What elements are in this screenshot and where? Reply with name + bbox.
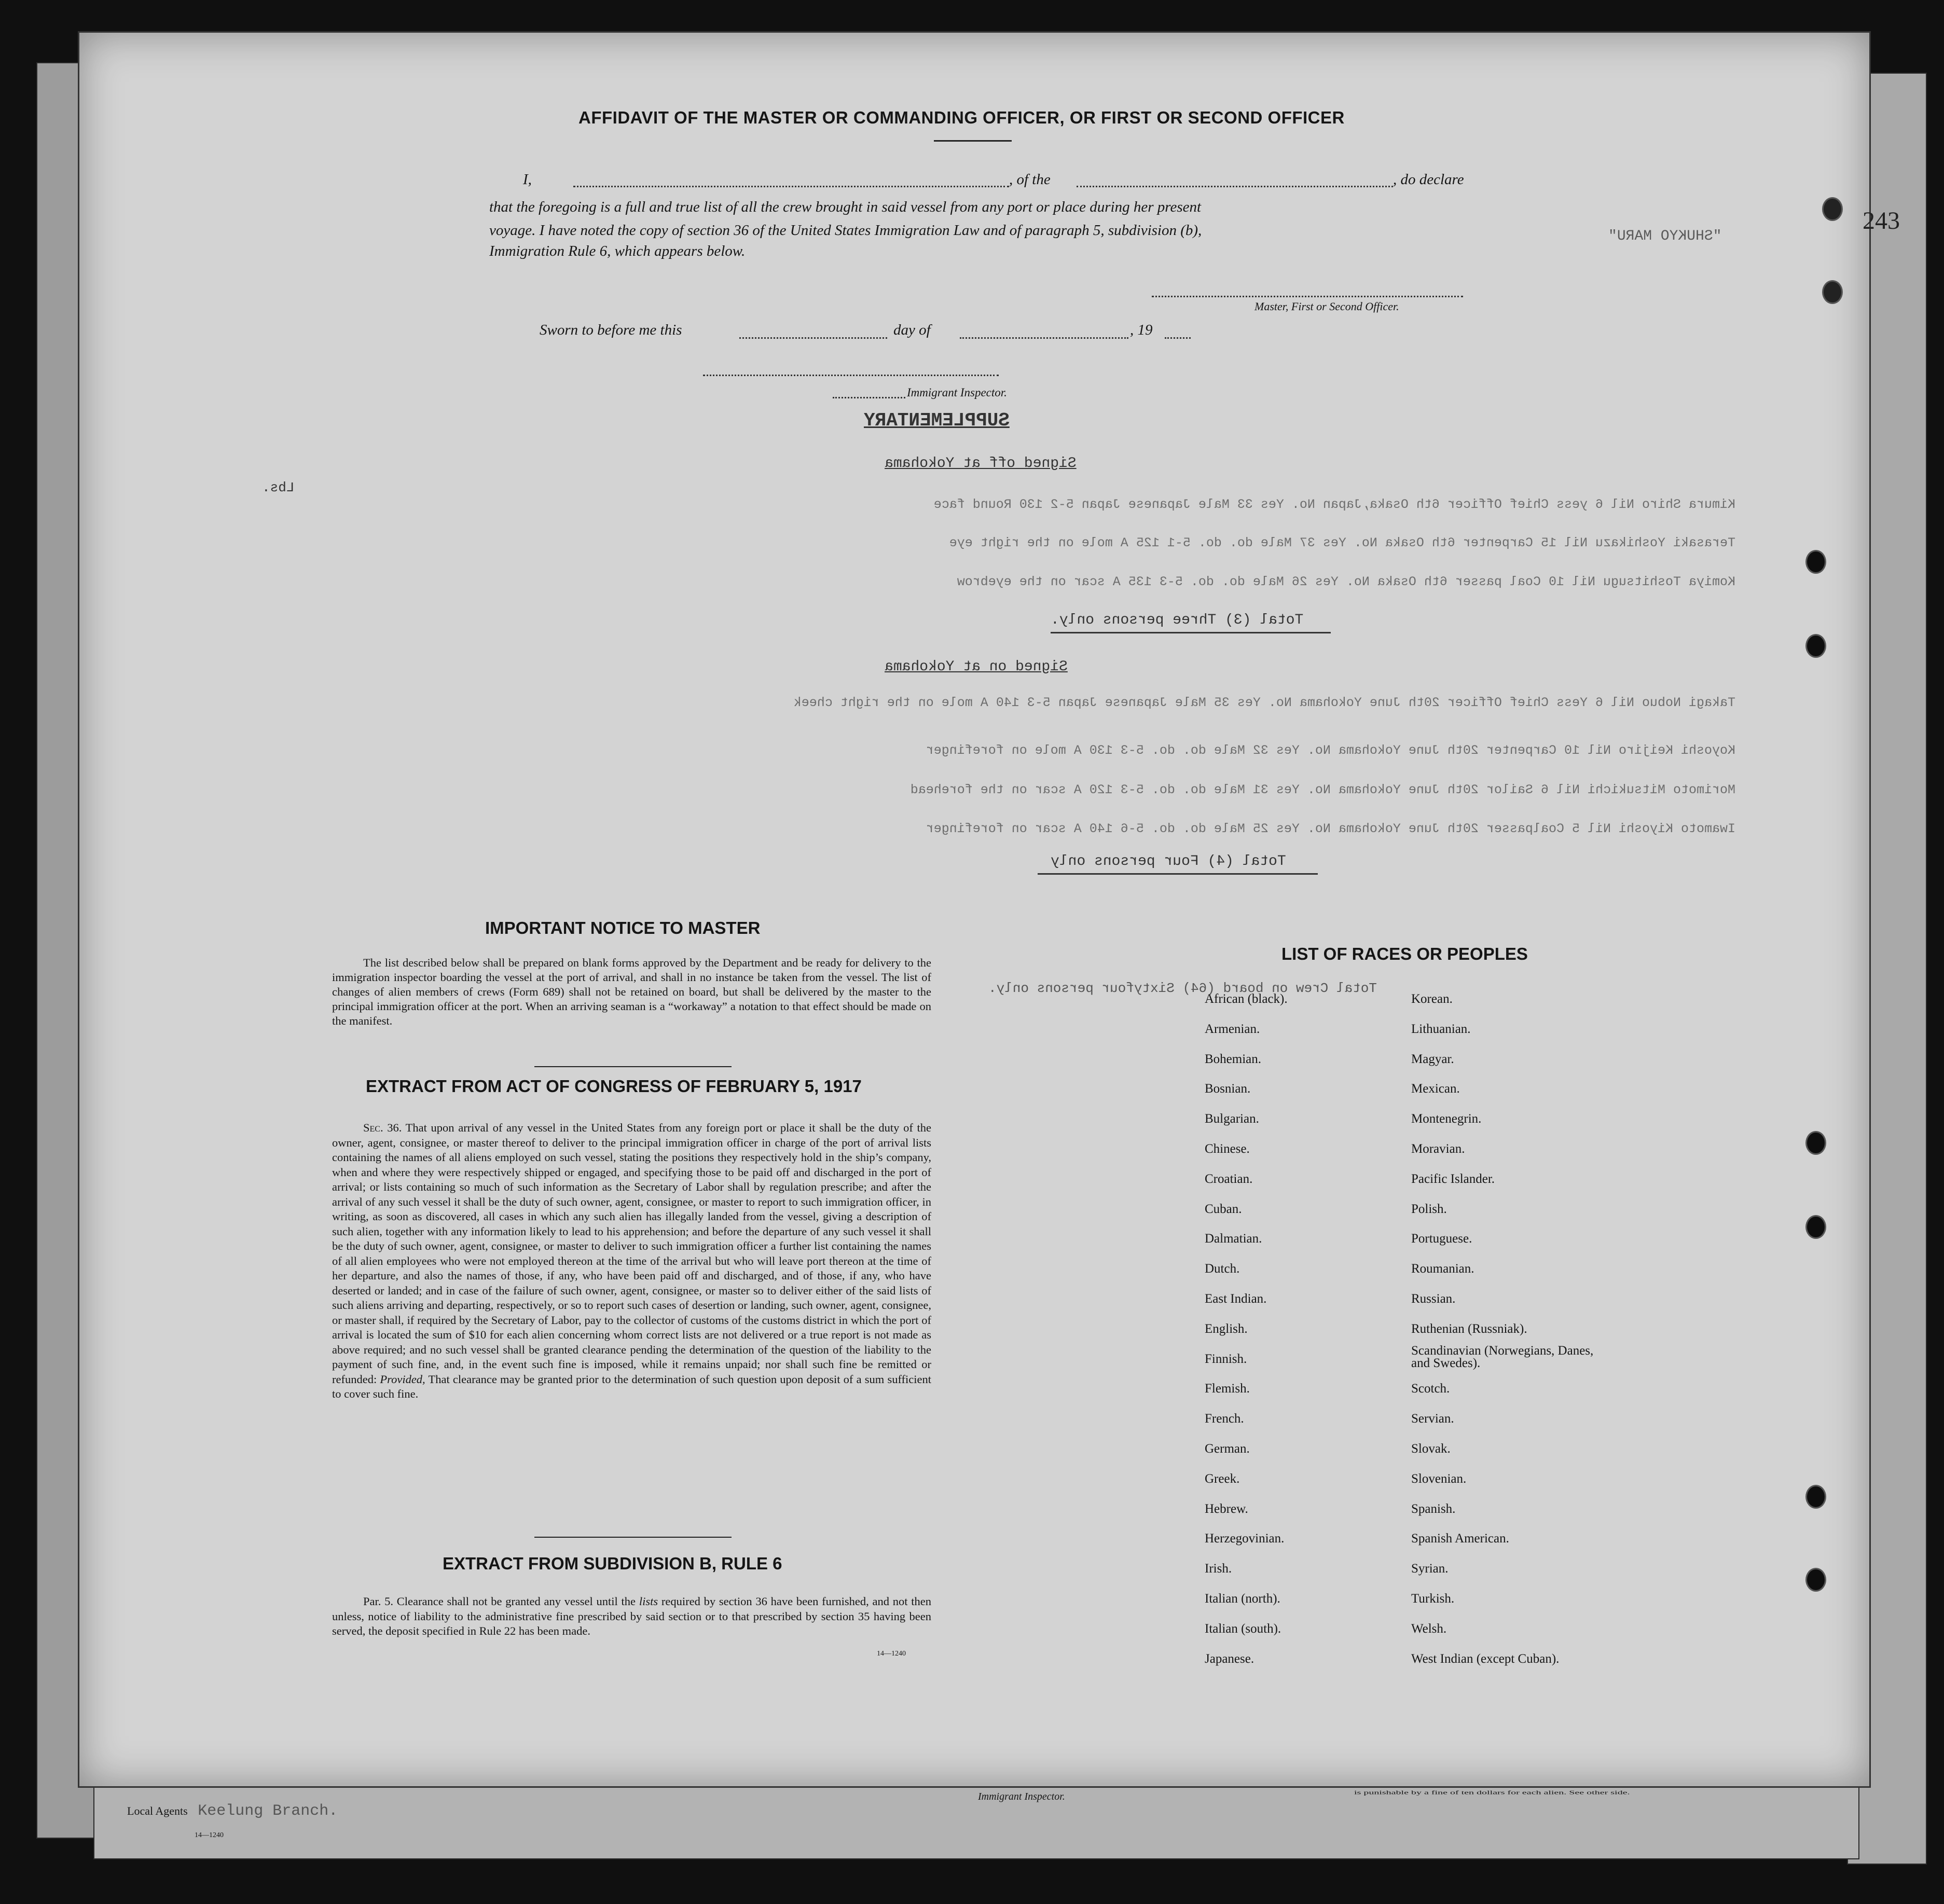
bleed-vessel-name: "SHUKYO MARU" bbox=[1608, 228, 1722, 244]
punch-hole bbox=[1805, 1485, 1826, 1509]
form-number: 14—1240 bbox=[877, 1650, 906, 1658]
race-item: Spanish. bbox=[1411, 1501, 1456, 1516]
race-item: Croatian. bbox=[1205, 1171, 1253, 1186]
race-item: Magyar. bbox=[1411, 1052, 1454, 1066]
race-item: Welsh. bbox=[1411, 1621, 1447, 1636]
declare-i: I, bbox=[523, 171, 532, 188]
provided-word: Provided, bbox=[380, 1372, 425, 1386]
bleed-supplementary: SUPPLEMENTARY bbox=[864, 410, 1010, 431]
rule6-text-a: Par. 5. Clearance shall not be granted any vessel until the bbox=[363, 1595, 636, 1608]
bleed-off-row: Terasaki Yoshikazu Nil 15 Carpenter 6th Osaka No. Yes 37 Male do. do. 5-1 125 A mole on the right eye bbox=[949, 535, 1735, 550]
inspector-signature-line[interactable] bbox=[703, 375, 999, 376]
race-item: Korean. bbox=[1411, 992, 1453, 1006]
punch-hole bbox=[1805, 1568, 1826, 1592]
bleed-off-row: Kimura Shiro Nil 6 yess Chief Officer 6th Osaka,Japan No. Yes 33 Male Japanese Japan 5-2 130 Round face bbox=[933, 497, 1735, 512]
race-item: Bosnian. bbox=[1205, 1082, 1251, 1096]
bottom-right-note: is punishable by a fine of ten dollars for each alien. See other side. bbox=[1354, 1789, 1630, 1796]
punch-hole bbox=[1822, 280, 1843, 304]
race-item: East Indian. bbox=[1205, 1292, 1267, 1306]
bottom-agents-value: Keelung Branch. bbox=[198, 1802, 338, 1820]
master-signature-label: Master, First or Second Officer. bbox=[1254, 300, 1399, 313]
bleed-on-row: Iwamoto Kiyoshi Nil 5 Coalpasser 20th June Yokohama No. Yes 25 Male do. do. 5-6 140 A scar on forefinger bbox=[926, 821, 1735, 836]
race-item: Scandinavian (Norwegians, Danes, and Swedes). bbox=[1411, 1343, 1594, 1370]
race-item: Montenegrin. bbox=[1411, 1112, 1482, 1126]
bottom-local-agents: Local Agents Keelung Branch. bbox=[127, 1802, 338, 1820]
race-item: Finnish. bbox=[1205, 1351, 1247, 1366]
race-item: West Indian (except Cuban). bbox=[1411, 1651, 1560, 1666]
race-item: Chinese. bbox=[1205, 1142, 1250, 1156]
punch-hole bbox=[1805, 1215, 1826, 1239]
race-item: Japanese. bbox=[1205, 1651, 1254, 1666]
race-item: Slovak. bbox=[1411, 1442, 1451, 1456]
punch-hole bbox=[1805, 1131, 1826, 1155]
bleed-on-row: Morimoto Mitsukichi Nil 6 Sailor 20th June Yokohama No. Yes 31 Male do. do. 5-3 120 A scar on the forehead bbox=[910, 782, 1735, 797]
extract-act-text bbox=[332, 1121, 931, 1402]
race-item: Russian. bbox=[1411, 1292, 1456, 1306]
punch-hole bbox=[1805, 634, 1826, 658]
race-item: Moravian. bbox=[1411, 1142, 1465, 1156]
race-item: Ruthenian (Russniak). bbox=[1411, 1321, 1527, 1336]
race-item: Irish. bbox=[1205, 1562, 1232, 1576]
race-item: Lithuanian. bbox=[1411, 1022, 1471, 1036]
extract-rule6-text bbox=[332, 1594, 931, 1639]
race-item: Servian. bbox=[1411, 1412, 1454, 1426]
declare-of-the: , of the bbox=[1009, 171, 1051, 188]
race-item: Syrian. bbox=[1411, 1562, 1449, 1576]
extract-rule6-title: EXTRACT FROM SUBDIVISION B, RULE 6 bbox=[443, 1554, 782, 1573]
name-field-line[interactable] bbox=[573, 186, 1009, 187]
bleed-on-total-rule bbox=[1038, 873, 1318, 875]
inspector-signature-line-2[interactable] bbox=[833, 397, 905, 398]
bleed-on-total: Total (4) Four persons only bbox=[1051, 853, 1286, 870]
bleed-on-row: Koyoshi Keijiro Nil 10 Carpenter 20th June Yokohama No. Yes 32 Male do. do. 5-3 130 A mole on forefinger bbox=[926, 743, 1735, 758]
race-item: Armenian. bbox=[1205, 1022, 1260, 1036]
race-item: English. bbox=[1205, 1321, 1248, 1336]
bleed-signed-off: Signed off at Yokohama bbox=[885, 456, 1077, 472]
race-item: Scotch. bbox=[1411, 1382, 1450, 1396]
sworn-month-field-line[interactable] bbox=[960, 337, 1128, 339]
affidavit-line-2: that the foregoing is a full and true list of all the crew brought in said vessel from any port or place during her present bbox=[489, 199, 1202, 215]
declare-do-declare: , do declare bbox=[1393, 171, 1464, 188]
bleed-off-row: Komiya Toshitsugu Nil 10 Coal passer 6th Osaka No. Yes 26 Male do. do. 5-3 135 A scar on the eyebrow bbox=[957, 574, 1735, 589]
notice-rule bbox=[534, 1066, 732, 1067]
race-item: German. bbox=[1205, 1442, 1250, 1456]
race-item: Polish. bbox=[1411, 1202, 1447, 1216]
title-rule bbox=[934, 140, 1012, 142]
rule6-text-b: required by section 36 have been furnished, and not then unless, notice of liability to the administrative fine prescribed by said section or to that prescribed by section 35 having been served, the deposit specified in Rule 22 has been made. bbox=[332, 1595, 932, 1637]
extract-act-title: EXTRACT FROM ACT OF CONGRESS OF FEBRUARY 5, 1917 bbox=[366, 1077, 862, 1096]
notice-text: The list described below shall be prepared on blank forms approved by the Department and be ready for delivery to the immigration inspector boarding the vessel at the port of arrival, and shall in no instance be taken from the vessel. The list of changes of alien members of crews (Form 689) shall not be retained on board, but shall be delivered by the master to the principal immigration officer at the port. When an arriving seaman is a “workaway” a notation to that effect should be made on the manifest. bbox=[332, 956, 931, 1027]
race-item: Bohemian. bbox=[1205, 1052, 1262, 1066]
race-item: Roumanian. bbox=[1411, 1262, 1474, 1276]
sworn-day-field-line[interactable] bbox=[739, 337, 887, 339]
race-item: Cuban. bbox=[1205, 1202, 1242, 1216]
punch-hole bbox=[1822, 197, 1843, 221]
race-item: Flemish. bbox=[1205, 1382, 1250, 1396]
races-title: LIST OF RACES OR PEOPLES bbox=[1281, 944, 1528, 963]
affidavit-title: AFFIDAVIT OF THE MASTER OR COMMANDING OFFICER, OR FIRST OR SECOND OFFICER bbox=[578, 108, 1345, 127]
sworn-year: , 19 bbox=[1130, 322, 1153, 338]
bottom-immigrant-inspector: Immigrant Inspector. bbox=[978, 1791, 1065, 1802]
race-item: Slovenian. bbox=[1411, 1471, 1467, 1486]
bleed-off-total: Total (3) Three persons only. bbox=[1051, 612, 1304, 628]
section-36-text: That upon arrival of any vessel in the United States from any foreign port or place it shall be the duty of the owner, agent, consignee, or master thereof to deliver to the principal immigration officer in charge of the port of arrival lists containing the names of all aliens employed on such vessel, stating the positions they respectively hold in the ship’s company, when and where they were respectively shipped or engaged, and specifying those to be paid off and discharged in the port of arrival; or lists containing so much of such information as the Secretary of Labor shall by regulation prescribe; and after the arrival of any such vessel it shall be the duty of such owner, agent, consignee, or master to report to such immigration officer, in writing, as soon as discovered, all cases in which any such alien has illegally landed from the vessel, giving a description of such alien, together with any information likely to lead to his apprehension; and before the departure of any such vessel it shall be the duty of such owner, agent, consignee, or master to deliver to such immigration officer a further list containing the names of all alien employees who were not employed thereon at the time of the arrival but who will leave port thereon at the time of her departure, and also the names of those, if any, who have been paid off and discharged, and of those, if any, who have deserted or landed; and in case of the failure of such owner, agent, consignee, or master so to deliver either of the said lists of such aliens arriving and departing, respectively, or so to report such cases of desertion or landing, such owner, agent, consignee, or master shall, if required by the Secretary of Labor, pay to the collector of customs of the customs district in which the port of arrival is located the sum of $10 for each alien concerning whom correct lists are not delivered or a true report is not made as above required; and no such vessel shall be granted clearance pending the determination of the question of the liability to the payment of such fine, and, in the event such fine is imposed, while it remains unpaid; nor shall such fine be remitted or refunded: bbox=[332, 1121, 931, 1386]
sworn-day-of: day of bbox=[893, 322, 931, 338]
notice-title: IMPORTANT NOTICE TO MASTER bbox=[485, 918, 761, 937]
race-item: Italian (north). bbox=[1205, 1592, 1280, 1606]
bleed-lbs: Lbs. bbox=[262, 480, 295, 495]
affidavit-line-3: voyage. I have noted the copy of section 36 of the United States Immigration Law and of paragraph 5, subdivision (b), bbox=[489, 222, 1202, 239]
affidavit-line-4: Immigration Rule 6, which appears below. bbox=[489, 243, 746, 259]
race-item: Dalmatian. bbox=[1205, 1232, 1262, 1246]
sworn-text: Sworn to before me this bbox=[540, 322, 682, 338]
punch-hole bbox=[1805, 550, 1826, 574]
sworn-year-field-line[interactable] bbox=[1165, 337, 1191, 339]
vessel-field-line[interactable] bbox=[1077, 186, 1393, 187]
inspector-label: Immigrant Inspector. bbox=[907, 386, 1007, 399]
bleed-signed-on: Signed on at Yokohama bbox=[885, 659, 1068, 675]
manifest-page bbox=[78, 31, 1871, 1788]
bottom-form-number: 14—1240 bbox=[195, 1831, 224, 1839]
race-item: Bulgarian. bbox=[1205, 1112, 1259, 1126]
page-number: 243 bbox=[1863, 207, 1900, 234]
extract-rule bbox=[534, 1537, 732, 1538]
race-item: Portuguese. bbox=[1411, 1232, 1472, 1246]
race-item: Mexican. bbox=[1411, 1082, 1460, 1096]
rule6-lists-word: lists bbox=[639, 1595, 658, 1608]
race-item: Spanish American. bbox=[1411, 1532, 1509, 1546]
race-item: French. bbox=[1205, 1412, 1244, 1426]
bleed-on-row: Takagi Nobuo Nil 6 Yess Chief Officer 20th June Yokohama No. Yes 35 Male Japanese Japan 5-3 140 A mole on the right cheek bbox=[793, 695, 1735, 710]
race-item: Turkish. bbox=[1411, 1592, 1455, 1606]
race-item: Italian (south). bbox=[1205, 1621, 1281, 1636]
race-item: Greek. bbox=[1205, 1471, 1240, 1486]
race-item: Herzegovinian. bbox=[1205, 1532, 1285, 1546]
race-item: Dutch. bbox=[1205, 1262, 1240, 1276]
section-36-text-end: That clearance may be granted prior to the determination of such question upon deposit of a sum sufficient to cover such fine. bbox=[332, 1372, 932, 1400]
race-item: African (black). bbox=[1205, 992, 1288, 1006]
master-signature-line[interactable] bbox=[1152, 296, 1463, 297]
bleed-grand-total: Total Crew on board (64) Sixtyfour persons only. bbox=[988, 981, 1377, 996]
race-item: Hebrew. bbox=[1205, 1501, 1248, 1516]
section-label: Sec. 36. bbox=[363, 1121, 402, 1134]
bleed-off-total-rule bbox=[1051, 632, 1331, 633]
race-item: Pacific Islander. bbox=[1411, 1171, 1495, 1186]
